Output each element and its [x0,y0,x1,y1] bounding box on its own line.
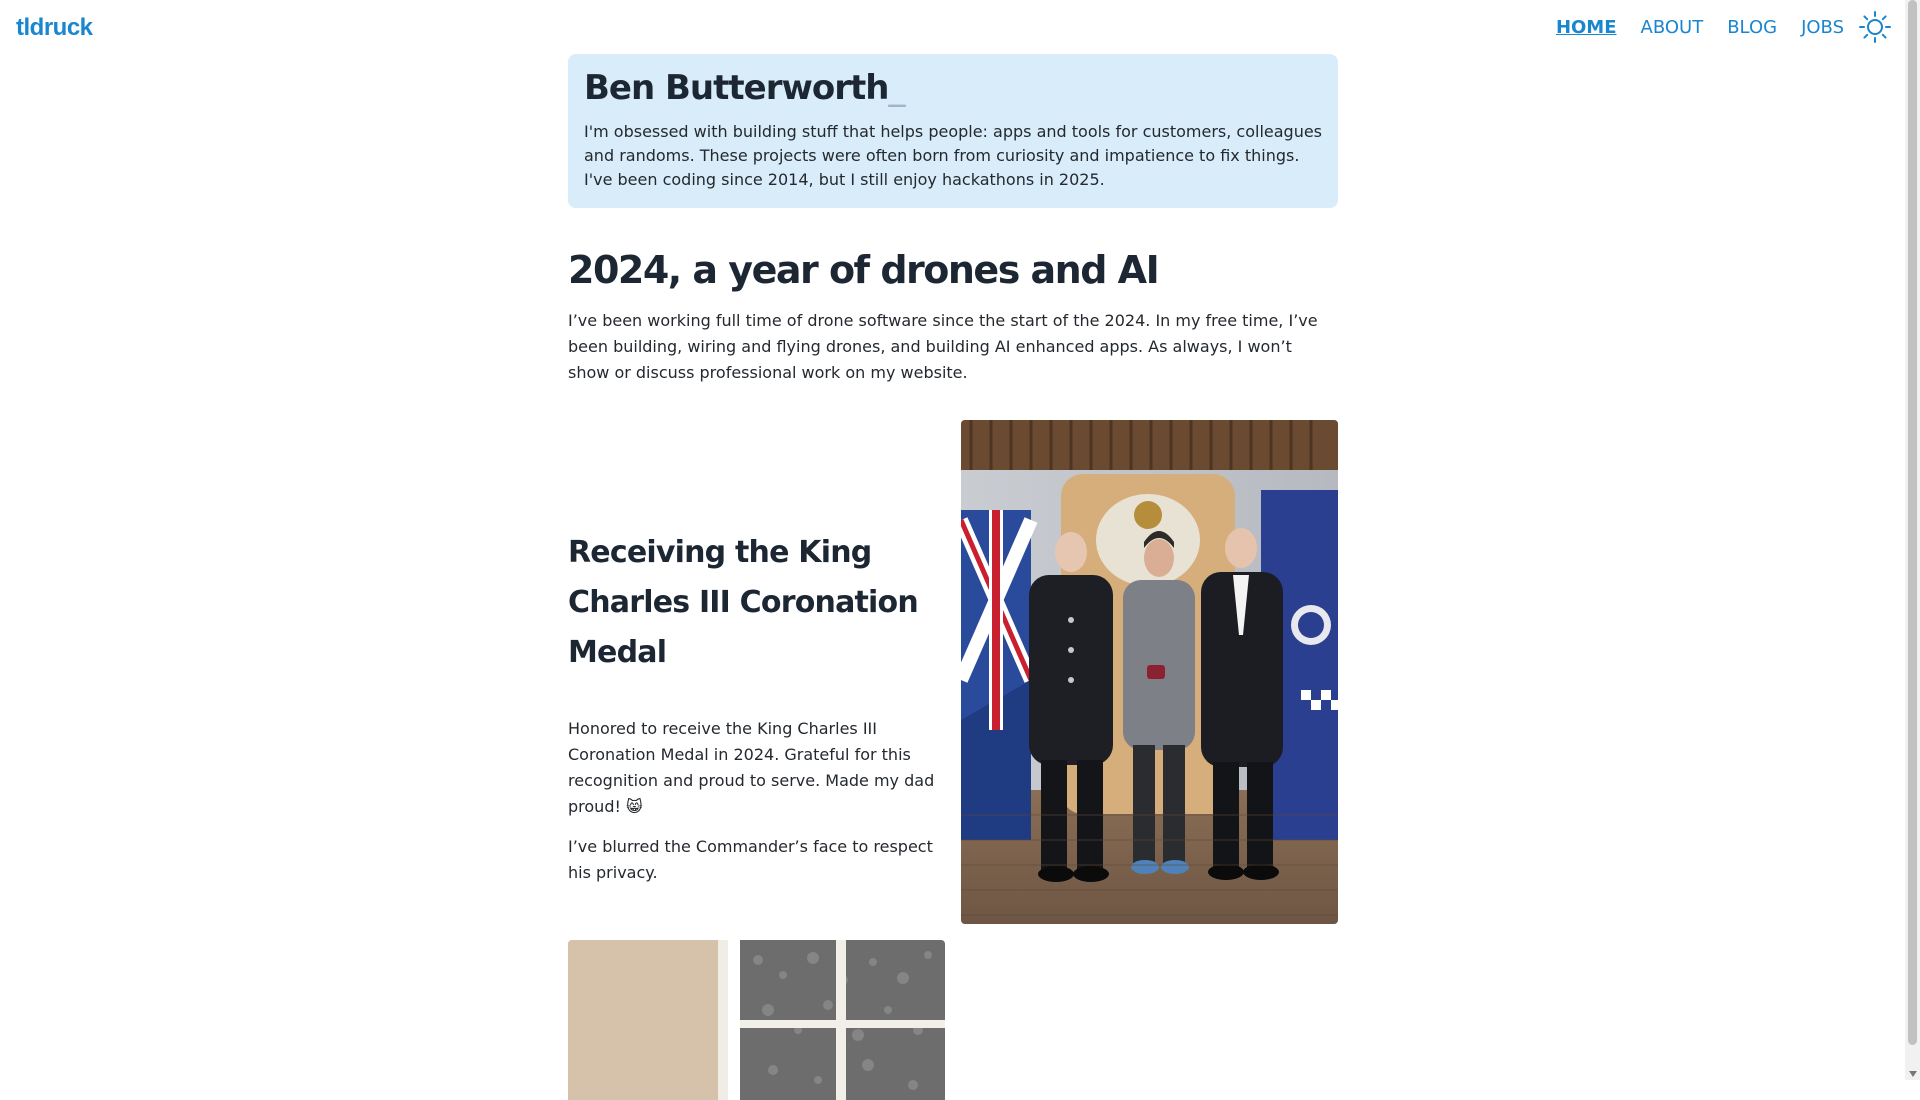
medal-ceremony-photo [961,420,1338,924]
window-photo [568,940,945,1100]
intro-card [568,54,1338,208]
page-title [584,68,1322,108]
scroll-down-arrow-icon[interactable] [1909,1071,1917,1077]
main-content [568,54,1338,924]
scrollbar-thumb[interactable] [1908,0,1917,1045]
feature-paragraph-1: Honored to receive the King Charles III Coronation Medal in 2024. Grateful for this recognition and proud to serve. Made my dad proud! 😸 [568,719,935,816]
site-logo[interactable]: tldruck [16,14,93,41]
nav-jobs[interactable]: JOBS [1801,17,1844,38]
section-title: 2024, a year of drones and AI [568,248,1159,292]
main-nav [1556,16,1844,40]
section-lead: I’ve been working full time of drone software since the start of the 2024. In my free time, I’ve been building, wiring and flying drones, and building AI enhanced apps. As always, I won’t show or discuss professional work on my website. [568,311,1318,382]
feature-text [568,528,940,900]
feature-title: Receiving the King Charles III Coronation Medal [568,535,918,670]
feature-paragraph-2: I’ve blurred the Commander’s face to respect his privacy. [568,837,933,882]
nav-about[interactable]: ABOUT [1640,17,1704,38]
nav-blog[interactable]: BLOG [1727,17,1778,38]
page-scrollbar[interactable] [1905,0,1920,1080]
nav-home[interactable]: HOME [1555,17,1617,38]
author-name: Ben Butterworth [584,68,889,108]
typing-cursor: _ [888,68,905,108]
medal-feature [568,420,1338,924]
sun-icon[interactable] [1858,10,1892,44]
intro-bio: I'm obsessed with building stuff that helps people: apps and tools for customers, colleagues and randoms. These projects were often born from curiosity and impatience to fix things. I've been coding since 2014, but I still enjoy hackathons in 2025. [584,122,1323,189]
